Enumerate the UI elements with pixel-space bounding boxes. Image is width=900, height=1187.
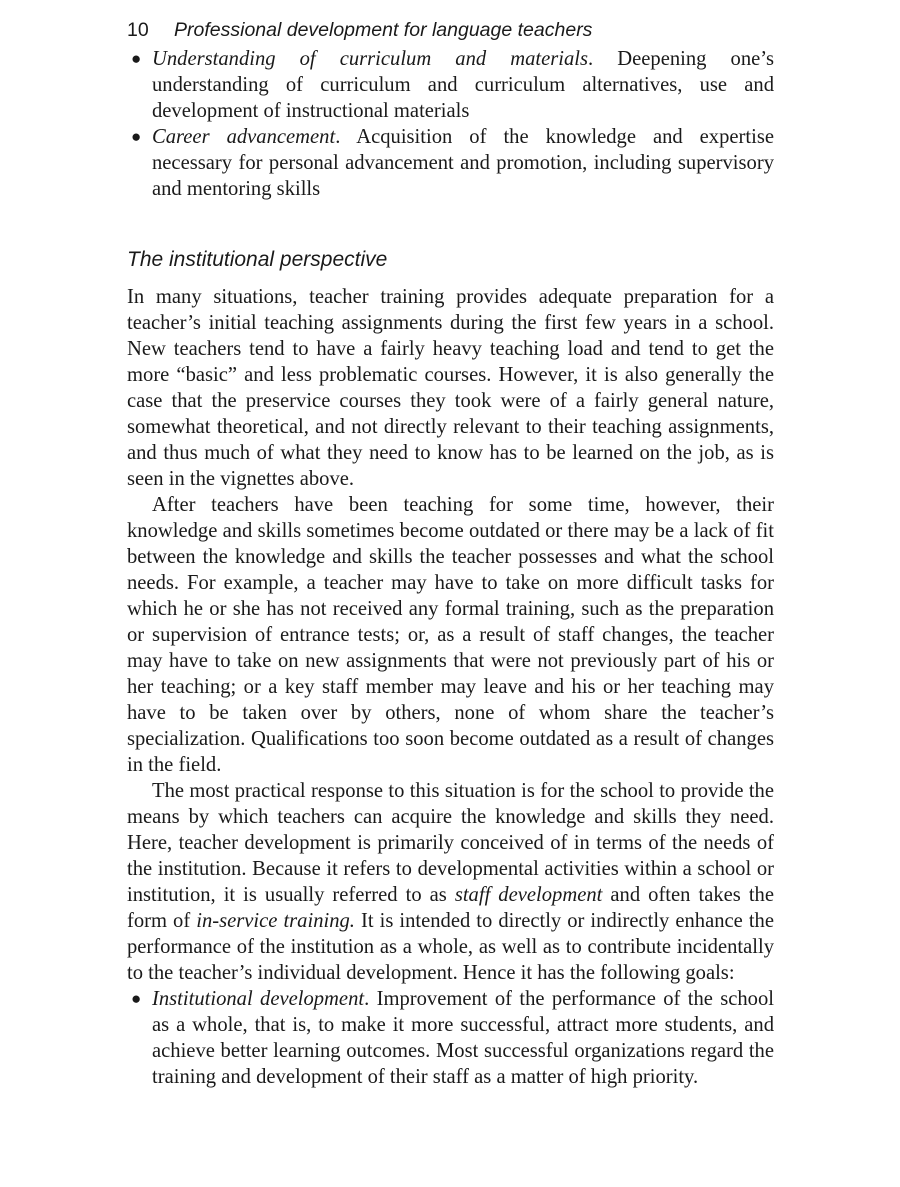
term-in-service-training: in-service training. — [196, 910, 355, 932]
bullet-icon: ● — [131, 127, 142, 146]
paragraph-3 — [127, 778, 774, 986]
bullet-icon: ● — [131, 49, 142, 68]
bullet-icon: ● — [131, 989, 142, 1008]
term-staff-development: staff development — [454, 884, 603, 906]
bullet-list-bottom — [127, 986, 774, 1090]
paragraph-3-text: and often takes the form of — [127, 884, 774, 932]
paragraph-3-text: The most practical response to this situation is for the school to provide the means by which teachers can acquire the knowledge and skills they need. Here, teacher development is primarily conceived of in terms of the needs of the institution. Because it refers to developmental activities within a school or institution, it is usually referred to as — [127, 780, 774, 906]
paragraph-2: After teachers have been teaching for some time, however, their knowledge and skills sometimes become outdated or there may be a lack of fit between the knowledge and skills the teacher possesses and what the school needs. For example, a teacher may have to take on more difficult tasks for which he or she has not received any formal training, such as the preparation or supervision of entrance tests; or, as a result of staff changes, the teacher may have to take on new assignments that were not previously part of his or her teaching; or a key staff member may leave and his or her teaching may have to be taken over by others, none of whom share the teacher’s specialization. Qualifications too soon become outdated as a result of changes in the field. — [127, 494, 774, 776]
bullet-term: Institutional development — [152, 988, 365, 1010]
page-number: 10 — [127, 19, 149, 41]
bullet-list-top — [127, 46, 774, 202]
list-item — [127, 986, 774, 1090]
list-item — [127, 124, 774, 202]
bullet-term: Career advancement — [152, 126, 336, 148]
bullet-text: . Deepening one’s understanding of curriculum and curriculum alternatives, use and development of instructional materials — [152, 48, 774, 122]
running-head — [127, 14, 774, 46]
paragraph-3-text: It is intended to directly or indirectly enhance the performance of the institution as a whole, as well as to contribute incidentally to the teacher’s individual development. Hence it has the following goals: — [127, 910, 774, 984]
section-heading: The institutional perspective — [127, 248, 388, 271]
book-title: Professional development for language teachers — [174, 19, 593, 41]
bullet-text: . Acquisition of the knowledge and expertise necessary for personal advancement and promotion, including supervisory and mentoring skills — [152, 126, 774, 200]
bullet-term: Understanding of curriculum and materials — [152, 48, 589, 70]
book-page — [127, 14, 774, 1090]
list-item — [127, 46, 774, 124]
paragraph-1: In many situations, teacher training provides adequate preparation for a teacher’s initial teaching assignments during the first few years in a school. New teachers tend to have a fairly heavy teaching load and tend to get the more “basic” and less problematic courses. However, it is also generally the case that the preservice courses they took were of a fairly general nature, somewhat theoretical, and not directly relevant to their teaching assignments, and thus much of what they need to know has to be learned on the job, as is seen in the vignettes above. — [127, 286, 774, 490]
bullet-text: . Improvement of the performance of the school as a whole, that is, to make it more successful, attract more students, and achieve better learning outcomes. Most successful organizations regard the training and development of their staff as a matter of high priority. — [152, 988, 774, 1088]
